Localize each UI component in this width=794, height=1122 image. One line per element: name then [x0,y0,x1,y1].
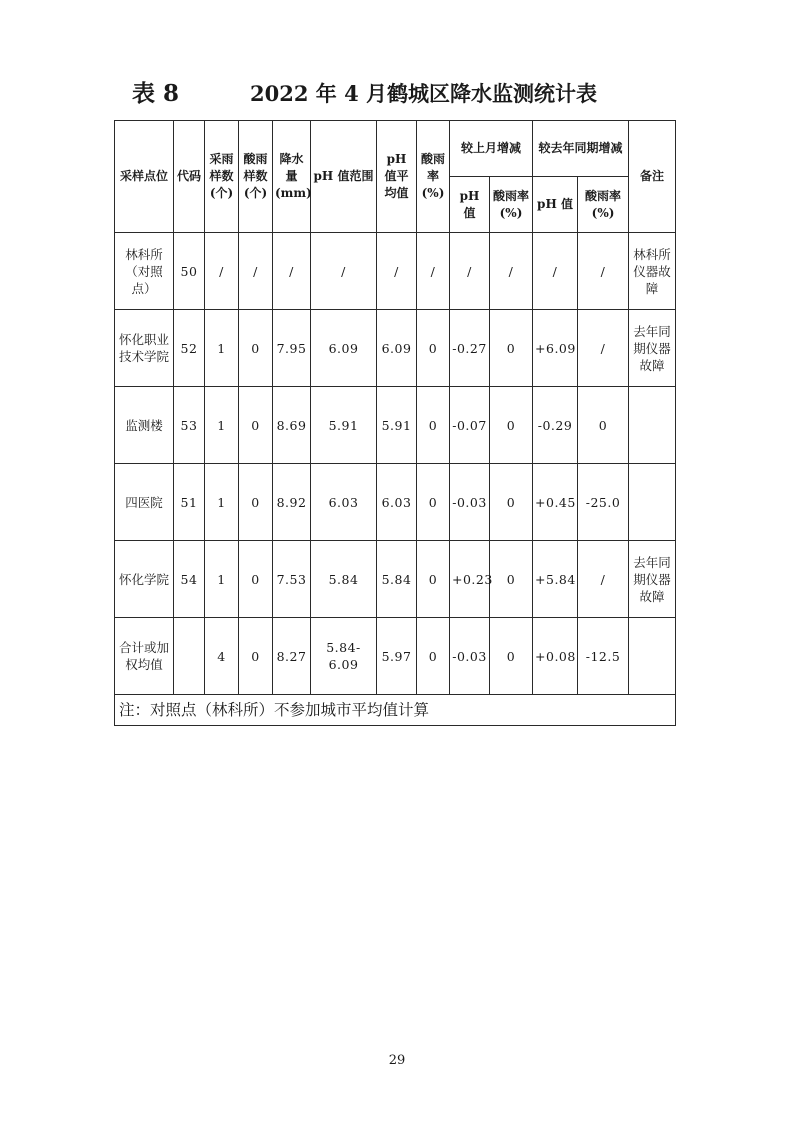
samples-cell: 1 [205,387,239,464]
table-title-row [132,78,672,110]
ph-avg-cell: 5.97 [377,618,417,695]
table-row [115,310,676,387]
month-ph-change-cell: / [450,233,490,310]
ph-range-cell: / [311,233,377,310]
code-cell: 54 [174,541,205,618]
acid-samples-cell: 0 [239,618,273,695]
remark-cell: 去年同期仪器故障 [629,310,676,387]
site-cell: 合计或加权均值 [115,618,174,695]
header-acid-rate: 酸雨率(%) [417,121,450,233]
month-acid-change-cell: 0 [490,464,533,541]
header-site: 采样点位 [115,121,174,233]
code-cell: 52 [174,310,205,387]
acid-samples-cell: / [239,233,273,310]
precipitation-table [114,120,676,726]
year-ph-change-cell: / [533,233,578,310]
year-ph-change-cell: +0.45 [533,464,578,541]
acid-samples-cell: 0 [239,387,273,464]
remark-cell [629,618,676,695]
acid-rate-cell: 0 [417,387,450,464]
header-remark: 备注 [629,121,676,233]
table-row [115,233,676,310]
acid-rate-cell: / [417,233,450,310]
subheader-year-acid-rate: 酸雨率(%) [578,177,629,233]
table-number: 表 8 [132,80,180,107]
month-acid-change-cell: / [490,233,533,310]
month-ph-change-cell: +0.23 [450,541,490,618]
page-title: 2022 年 4 月鹤城区降水监测统计表 [250,81,597,106]
subheader-month-acid-rate: 酸雨率(%) [490,177,533,233]
month-ph-change-cell: -0.03 [450,464,490,541]
site-cell: 怀化学院 [115,541,174,618]
acid-samples-cell: 0 [239,464,273,541]
year-acid-change-cell: / [578,233,629,310]
year-ph-change-cell: -0.29 [533,387,578,464]
samples-cell: 4 [205,618,239,695]
header-vs-last-month: 较上月增减 [450,121,533,177]
rainfall-cell: 7.95 [273,310,311,387]
subheader-year-ph: pH 值 [533,177,578,233]
month-ph-change-cell: -0.27 [450,310,490,387]
ph-avg-cell: 5.84 [377,541,417,618]
table-note: 注：对照点（林科所）不参加城市平均值计算 [115,695,676,726]
site-cell: 怀化职业技术学院 [115,310,174,387]
year-ph-change-cell: +5.84 [533,541,578,618]
header-ph-avg: pH 值平均值 [377,121,417,233]
rainfall-cell: 8.69 [273,387,311,464]
site-cell: 监测楼 [115,387,174,464]
month-acid-change-cell: 0 [490,541,533,618]
code-cell: 53 [174,387,205,464]
month-ph-change-cell: -0.07 [450,387,490,464]
rainfall-cell: 7.53 [273,541,311,618]
note-row [115,695,676,726]
code-cell [174,618,205,695]
month-ph-change-cell: -0.03 [450,618,490,695]
acid-samples-cell: 0 [239,541,273,618]
month-acid-change-cell: 0 [490,618,533,695]
remark-cell [629,464,676,541]
ph-range-cell: 5.84 [311,541,377,618]
month-acid-change-cell: 0 [490,310,533,387]
year-acid-change-cell: 0 [578,387,629,464]
page-number: 29 [388,1053,406,1068]
year-ph-change-cell: +6.09 [533,310,578,387]
table-row [115,541,676,618]
header-samples: 采雨样数(个) [205,121,239,233]
acid-samples-cell: 0 [239,310,273,387]
table-row [115,387,676,464]
year-acid-change-cell: / [578,541,629,618]
ph-avg-cell: / [377,233,417,310]
site-cell: 林科所（对照点） [115,233,174,310]
subheader-month-ph: pH 值 [450,177,490,233]
rainfall-cell: 8.92 [273,464,311,541]
rainfall-cell: / [273,233,311,310]
year-acid-change-cell: -12.5 [578,618,629,695]
remark-cell: 林科所仪器故障 [629,233,676,310]
ph-range-cell: 6.03 [311,464,377,541]
table-row [115,618,676,695]
samples-cell: / [205,233,239,310]
header-rainfall: 降水量(mm) [273,121,311,233]
table-row [115,464,676,541]
ph-range-cell: 5.91 [311,387,377,464]
header-ph-range: pH 值范围 [311,121,377,233]
code-cell: 50 [174,233,205,310]
ph-avg-cell: 5.91 [377,387,417,464]
site-cell: 四医院 [115,464,174,541]
year-acid-change-cell: / [578,310,629,387]
acid-rate-cell: 0 [417,618,450,695]
month-acid-change-cell: 0 [490,387,533,464]
header-acid-samples: 酸雨样数(个) [239,121,273,233]
remark-cell: 去年同期仪器故障 [629,541,676,618]
code-cell: 51 [174,464,205,541]
samples-cell: 1 [205,310,239,387]
ph-avg-cell: 6.09 [377,310,417,387]
samples-cell: 1 [205,464,239,541]
ph-range-cell: 6.09 [311,310,377,387]
year-ph-change-cell: +0.08 [533,618,578,695]
acid-rate-cell: 0 [417,464,450,541]
header-code: 代码 [174,121,205,233]
rainfall-cell: 8.27 [273,618,311,695]
header-row [115,121,676,177]
acid-rate-cell: 0 [417,541,450,618]
header-vs-last-year: 较去年同期增减 [533,121,629,177]
remark-cell [629,387,676,464]
year-acid-change-cell: -25.0 [578,464,629,541]
ph-avg-cell: 6.03 [377,464,417,541]
acid-rate-cell: 0 [417,310,450,387]
samples-cell: 1 [205,541,239,618]
ph-range-cell: 5.84-6.09 [311,618,377,695]
